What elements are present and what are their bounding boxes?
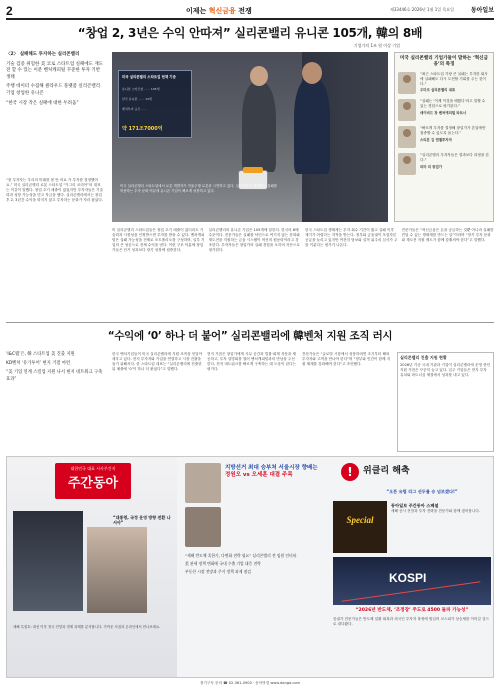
portrait-photo [185, 463, 221, 503]
portrait-photo [185, 507, 221, 547]
second-headline: “수익에 ‘0’ 하나 더 붙어” 실리콘밸리에 韓벤처 지원 조직 러시 [107, 330, 393, 342]
quote-sidebar [394, 52, 494, 222]
ad-headline [225, 465, 325, 479]
ad-middle-panel [181, 457, 329, 678]
quote-text: “실리콘밸리 투자자들은 결과보다 과정을 본다.” [420, 153, 489, 162]
article-column: 전문가들은 “혁신금융은 돈을 공급하는 것뿐 아니라 실패를 견딜 수 있는 생태계를 만드는 일”이라며 “장기 투자 문화와 재도전 지원 제도가 함께 갖춰져야 한다”고 말했다. [401, 228, 494, 242]
market-text: 증권가 전문가들은 반도체 업황 회복과 외국인 투자자 복귀에 힘입어 코스피가 상승세를 이어갈 것으로 내다봤다. [333, 617, 490, 626]
ad-headline-a: 지방선거 최대 승부처 서울시장 향배는 [225, 465, 318, 471]
article-column: 실리콘밸리의 유니콘 기업은 105개에 달한다. 한국의 8배 수준이다. 전문가들은 실패를 낙인으로 여기지 않는 문화와 재도전을 지원하는 금융 시스템이 혁신의 원동력이라고 강조한다. 투자자들은 창업가의 실패 경험을 오히려 자산으로 평가한다. [208, 228, 300, 252]
special-head: 동아일보 주간동아 스페셜 [391, 503, 439, 508]
cover-photo [87, 527, 147, 613]
person-head [250, 66, 268, 86]
series-title [186, 6, 252, 16]
article-column: 미 실리콘밸리 스타트업들은 창업 초기 매출이 없더라도 기술력과 시장성을 인정받으면 투자를 받을 수 있다. 벤처캐피털은 실패 가능성을 전제로 포트폴리오를 구성하며, 일부 기업의 큰 성공으로 전체 수익을 낸다. 이런 구조 덕분에 창업가들은 단기 성과보다 장기 성장에 집중한다. [112, 228, 205, 252]
article-lede [6, 52, 104, 110]
alert-icon: ! [341, 463, 359, 481]
quote-name: 우미크 실리콘밸리 대표 [420, 88, 456, 93]
list-item: 美 관세 정책 변화에 국내 수출 기업 대응 전략 [185, 561, 261, 567]
second-body-columns [112, 352, 494, 452]
photo-screen [118, 70, 192, 138]
brand-tagline: 대한민국 대표 시사주간지 [70, 466, 116, 471]
quote-item [398, 72, 490, 94]
avatar [398, 153, 416, 175]
quote-name: 스티븐 김 엔젤투자자 [420, 137, 452, 142]
person-head [302, 62, 322, 84]
article-photo [112, 52, 388, 222]
screen-big-value: 약 171조7000억 [122, 126, 163, 132]
ad-headline-b: 정원오 vs 오세훈 대결 주목 [225, 472, 293, 479]
info-box [397, 352, 494, 452]
series-suffix: 전쟁 [238, 7, 252, 15]
lede-line: 주행 데이터 수집해 클라우드 플랫폼 실리콘밸리 기업 창업한 유니콘 [6, 84, 101, 96]
cover-tagline: “대통령, 국정 운영 방향 전환 나서야” [113, 515, 171, 526]
lede-line: ‘I&C랩’은, 韓 스타트업 美 진출 지원 [6, 352, 75, 357]
cover-photo [13, 511, 83, 611]
paper-name: 동아일보 [470, 8, 494, 14]
quote-item [398, 99, 490, 121]
lede-series: 〈2〉 실패해도 투자하는 실리콘밸리 [6, 52, 80, 57]
ad-story-list [185, 553, 325, 578]
market-headline: “2026년 반도체, ‘조정장’ 주도로 4500 돌파 가능성” [355, 608, 469, 613]
special-text [391, 503, 491, 514]
article-body-left: “첫 투자자는 우리의 미래를 볼 안 어요 가 투자를 결정했어요.” 미국 실리콘밸리 로봇 스타트업 “카그리 코리아”의 대표는 이같이 말했다. 창업 초기 매출이 없었지만 투자자들은 기술력과 성장 가능성을 믿고 자금을 댔다. 실리콘밸리에서는 창업 후 2, 3년간 수익을 따지지 않고 투자하는 문화가 자리 잡았다. [6, 178, 104, 202]
page-footer: 정기구독 문의 ☎ 02-361-0900 · 동아닷컴 www.donga.com [199, 681, 301, 685]
avatar [398, 126, 416, 148]
quote-text: “빠르게 투자를 결정해 창업가가 본업에만 집중할 수 있도록 돕는다.” [420, 126, 486, 135]
info-box-text: 2026년 기준 국내 기관과 기업이 실리콘밸리에 운영 중인 지원 거점은 꾸준히 늘고 있다. 입주 기업들은 현지 투자 유치와 파트너십 체결에서 성과를 내고 있다. [400, 363, 491, 377]
person-figure [294, 78, 330, 174]
quote-text: “최근 스타트업 가장 큰 실패는 투자한 회사에 실패해도 다시 도전할 기회를 주는 것이다.” [420, 72, 488, 86]
lede-line: “한국 시장 작은 실패에 대한 두려움” [6, 100, 79, 106]
list-item: 부동산 시장 전망과 주거 정책 과제 점검 [185, 569, 251, 575]
series-prefix: 이제는 [186, 7, 207, 15]
quote-item [398, 126, 490, 148]
article-column: 한국 스타트업 생태계는 투자 회수 기간이 짧고 실패 이후 재기가 어렵다는 지적을 받는다. 정부와 금융권이 모험자본 공급을 늘리고 있지만 여전히 담보와 실적 위주의 심사가 주를 이룬다는 평가가 나온다. [305, 228, 398, 247]
main-headline: “창업 2, 3년은 수익 안따져” 실리콘밸리 유니콘 105개, 韓의 8배 [77, 26, 423, 40]
info-box-title: 실리콘밸리 진출 지원 현황 [400, 355, 447, 360]
magazine-ad[interactable] [6, 456, 494, 678]
page-number: 2 [6, 4, 13, 18]
article-column: 전문가들은 “글로벌 시장에서 성장하려면 초기부터 해외 투자자와 고객을 만나야 한다”며 “정부와 민간이 함께 지원 체계를 강화해야 한다”고 조언했다. [302, 352, 391, 366]
issue-meta: 제33446호 2026년 1월 1일 목요일 [390, 7, 454, 12]
second-lede [6, 352, 104, 386]
sidebar-title: 미국 실리콘밸리 기업가들이 말하는 ‘혁신금융’의 특징 [399, 56, 489, 67]
person-figure [242, 82, 276, 172]
screen-row: 벤처투자 규모 ······ [122, 107, 148, 111]
special-body: 새해 증시 전망과 투자 전략을 전문가와 함께 짚어봅니다. [391, 509, 480, 513]
screen-title: 미국 실리콘밸리 스타트업 현재 기준 [122, 75, 176, 79]
lede-line: “美 기업 연계 스킬업 지원 나서 현지 네트워크 구축 효과” [6, 370, 103, 382]
screen-row: 한국 유니콘 ······ 13개 [122, 97, 152, 101]
lede-line: KD벤처 ‘유가투어’ 현지 거점 마련 [6, 361, 71, 367]
article-column: 현지 거점은 창업가에게 사무 공간과 법률·회계 자문을 제공하고, 투자 설명회를 열어 벤처캐피털과의 만남을 주선한다. 현지 네트워크를 빠르게 구축하는 데 도움이 된다는 평가다. [207, 352, 296, 371]
quote-item [398, 153, 490, 175]
series-accent: 혁신금융 [208, 7, 236, 15]
lede-line: 기술 검증 위험한 美 코로 스타트업 실패에도 재도전 할 수 있는 이분 벤처캐피털 꾸준한 투자 기반 생태 [6, 61, 104, 80]
weekly-banner [333, 461, 491, 487]
screen-row: 유니콘 스타트업 ······ 105개 [122, 87, 160, 91]
avatar [398, 99, 416, 121]
list-item: “새해 반도체 혹한기, 다변화 전략 필요” 실리콘밸리 전 임원 인터뷰 [185, 553, 297, 558]
quote-name: 데이비드 장 벤처캐피털 파트너 [420, 110, 467, 115]
special-badge: Special [333, 501, 387, 553]
quote-text: “실패는 ‘이제 이것을 배웠다’라고 말할 수 있는 경험으로 평가된다.” [420, 99, 486, 108]
section-divider [6, 322, 494, 323]
page-header [6, 6, 494, 20]
kospi-label: KOSPI [389, 571, 427, 585]
avatar [398, 72, 416, 94]
brand-name: 주간동아 [67, 476, 119, 491]
kospi-chart-image [333, 557, 491, 605]
article-body-columns [112, 228, 494, 320]
photo-caption: 미국 실리콘밸리 스타트업에서 로봇 개발자가 자율주행 로봇을 시연하고 있다. 실리콘밸리 생태계는 실패를 허용하는 투자 문화 덕분에 유니콘 기업이 빠르게 성장하고 있다. [120, 184, 278, 193]
ad-right-panel [333, 457, 494, 678]
magazine-logo [55, 463, 131, 499]
ad-note: 새해 특집호: 대선 이후 정국 전망과 경제 과제를 분석합니다. 가까운 서점과 온라인에서 만나보세요. [13, 625, 161, 629]
headline-note: 기업가치 1조 원 이상 기업 [353, 43, 400, 48]
article-column: 한국 벤처기업들이 미국 실리콘밸리에 지원 조직을 잇달아 세우고 있다. 현지 투자자와 기업을 연결하고 시장 진출을 돕기 위해서다. 한 스타트업 대표는 “실리콘밸리에 진출한 뒤 매출에 ‘0’이 하나 더 붙었다”고 말했다. [112, 352, 203, 371]
weekly-subtitle: “오픈 유럽 리그 선두를 승 넘보겠다!” [386, 489, 458, 494]
quote-name: 피터 리 창업가 [420, 164, 443, 169]
weekly-title: 위클리 해축 [363, 466, 410, 476]
ad-left-panel [7, 457, 177, 678]
